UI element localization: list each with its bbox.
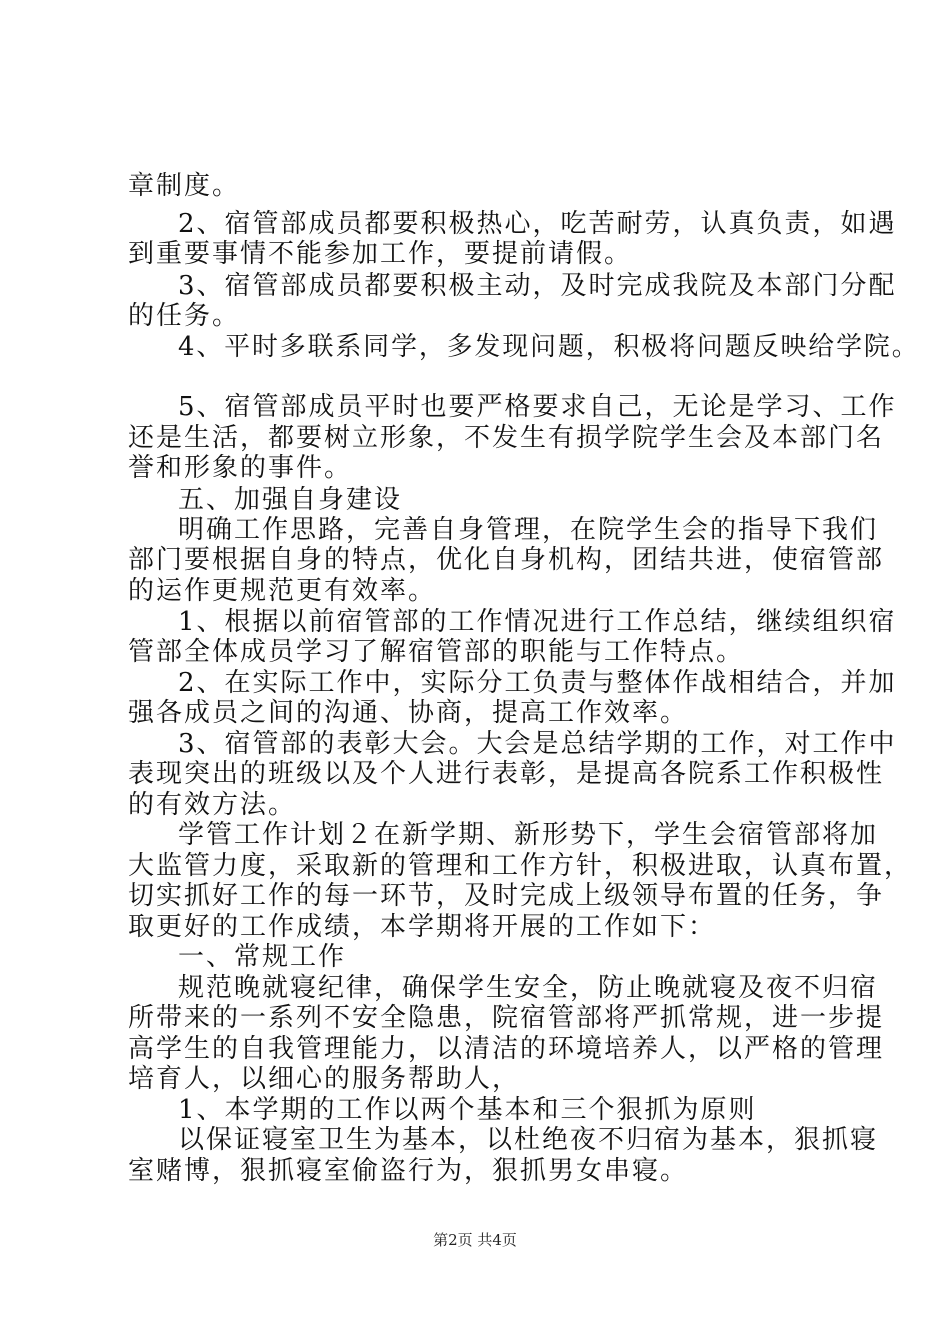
section-heading: 五、加强自身建设: [178, 485, 403, 515]
text-line: 2、在实际工作中，实际分工负责与整体作战相结合，并加: [178, 668, 897, 698]
text-line: 部门要根据自身的特点，优化自身机构，团结共进，使宿管部: [128, 545, 885, 575]
text-line: 章制度。: [128, 171, 241, 201]
text-line: 明确工作思路，完善自身管理，在院学生会的指导下我们: [178, 515, 879, 545]
text-line: 培育人，以细心的服务帮助人，: [128, 1064, 521, 1094]
text-line: 3、宿管部的表彰大会。大会是总结学期的工作，对工作中: [178, 729, 897, 759]
page-number: 第2页 共4页: [433, 1231, 517, 1249]
text-line: 4、平时多联系同学，多发现问题，积极将问题反映给学院。: [178, 332, 920, 362]
section-heading: 一、常规工作: [178, 942, 347, 972]
text-line: 的任务。: [128, 301, 241, 331]
text-line: 室赌博，狠抓寝室偷盗行为，狠抓男女串寝。: [128, 1156, 689, 1186]
text-line: 誉和形象的事件。: [128, 453, 353, 483]
text-line: 大监管力度，采取新的管理和工作方针，积极进取，认真布置，: [128, 851, 913, 881]
text-line: 3、宿管部成员都要积极主动，及时完成我院及本部门分配: [178, 271, 897, 301]
text-line: 的有效方法。: [128, 790, 297, 820]
text-line: 1、本学期的工作以两个基本和三个狠抓为原则: [178, 1095, 757, 1125]
text-line: 强各成员之间的沟通、协商，提高工作效率。: [128, 698, 689, 728]
text-line: 还是生活，都要树立形象，不发生有损学院学生会及本部门名: [128, 423, 885, 453]
text-line: 高学生的自我管理能力，以清洁的环境培养人，以严格的管理: [128, 1034, 885, 1064]
text-line: 5、宿管部成员平时也要严格要求自己，无论是学习、工作: [178, 392, 897, 422]
text-line: 表现突出的班级以及个人进行表彰，是提高各院系工作积极性: [128, 759, 885, 789]
text-line: 1、根据以前宿管部的工作情况进行工作总结，继续组织宿: [178, 607, 897, 637]
text-line: 以保证寝室卫生为基本，以杜绝夜不归宿为基本，狠抓寝: [178, 1125, 879, 1155]
text-line: 规范晚就寝纪律，确保学生安全，防止晚就寝及夜不归宿: [178, 973, 879, 1003]
text-line: 取更好的工作成绩，本学期将开展的工作如下：: [128, 912, 717, 942]
text-line: 切实抓好工作的每一环节，及时完成上级领导布置的任务，争: [128, 881, 885, 911]
text-line: 学管工作计划２在新学期、新形势下，学生会宿管部将加: [178, 820, 879, 850]
text-line: 2、宿管部成员都要积极热心，吃苦耐劳，认真负责，如遇: [178, 209, 897, 239]
text-line: 所带来的一系列不安全隐患，院宿管部将严抓常规，进一步提: [128, 1003, 885, 1033]
text-line: 到重要事情不能参加工作，要提前请假。: [128, 239, 633, 269]
text-line: 的运作更规范更有效率。: [128, 576, 437, 606]
text-line: 管部全体成员学习了解宿管部的职能与工作特点。: [128, 637, 745, 667]
